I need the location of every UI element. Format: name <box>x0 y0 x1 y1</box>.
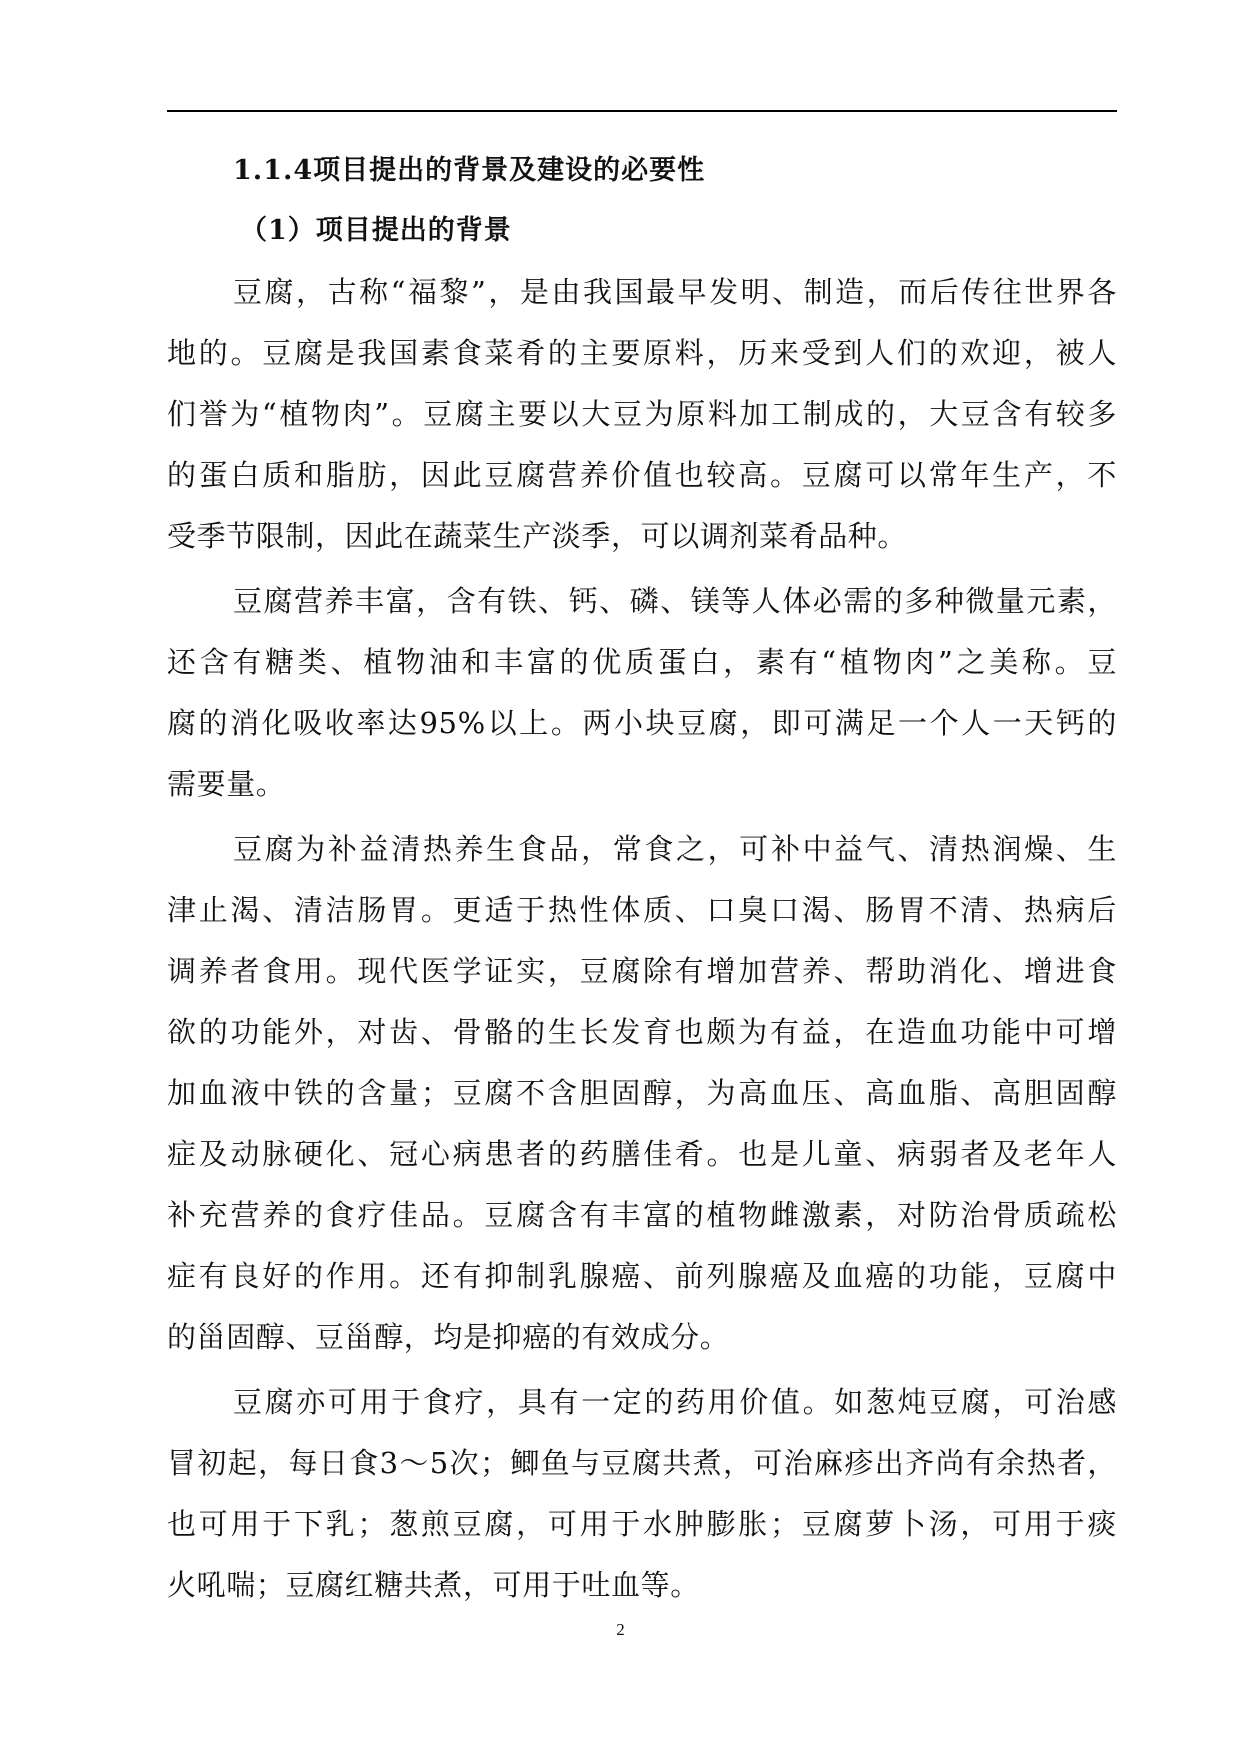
subsection-heading: （1）项目提出的背景 <box>240 215 512 246</box>
paragraph-2 <box>167 571 1117 815</box>
text-line: 欲的功能外，对齿、骨骼的生长发育也颇为有益，在造血功能中可增 <box>167 1015 1117 1049</box>
text-line: 调养者食用。现代医学证实，豆腐除有增加营养、帮助消化、增进食 <box>167 954 1117 988</box>
page-number: 2 <box>616 1620 625 1639</box>
text-line: 地的。豆腐是我国素食菜肴的主要原料，历来受到人们的欢迎，被人 <box>167 336 1117 370</box>
text-line: 的甾固醇、豆甾醇，均是抑癌的有效成分。 <box>167 1320 730 1354</box>
text-line: 也可用于下乳；葱煎豆腐，可用于水肿膨胀；豆腐萝卜汤，可用于痰 <box>167 1507 1117 1541</box>
text-line: 豆腐亦可用于食疗，具有一定的药用价值。如葱炖豆腐，可治感 <box>233 1385 1117 1419</box>
text-line: 加血液中铁的含量；豆腐不含胆固醇，为高血压、高血脂、高胆固醇 <box>167 1076 1117 1110</box>
text-line: 腐的消化吸收率达95%以上。两小块豆腐，即可满足一个人一天钙的 <box>167 706 1117 740</box>
text-line: 症及动脉硬化、冠心病患者的药膳佳肴。也是儿童、病弱者及老年人 <box>167 1137 1117 1171</box>
body-text <box>167 262 1117 1620</box>
text-line: 还含有糖类、植物油和丰富的优质蛋白，素有“植物肉”之美称。豆 <box>167 645 1117 679</box>
text-line: 火吼喘；豆腐红糖共煮，可用于吐血等。 <box>167 1568 700 1602</box>
text-line: 们誉为“植物肉”。豆腐主要以大豆为原料加工制成的，大豆含有较多 <box>167 397 1117 431</box>
text-line: 受季节限制，因此在蔬菜生产淡季，可以调剂菜肴品种。 <box>167 519 908 553</box>
text-line: 冒初起，每日食3～5次；鲫鱼与豆腐共煮，可治麻疹出齐尚有余热者， <box>167 1446 1117 1480</box>
text-line: 的蛋白质和脂肪，因此豆腐营养价值也较高。豆腐可以常年生产，不 <box>167 458 1117 492</box>
text-line: 豆腐为补益清热养生食品，常食之，可补中益气、清热润燥、生 <box>233 832 1117 866</box>
section-heading: 1.1.4项目提出的背景及建设的必要性 <box>233 155 706 186</box>
text-line: 津止渴、清洁肠胃。更适于热性体质、口臭口渴、肠胃不清、热病后 <box>167 893 1117 927</box>
text-line: 需要量。 <box>167 767 286 801</box>
text-line: 症有良好的作用。还有抑制乳腺癌、前列腺癌及血癌的功能，豆腐中 <box>167 1259 1117 1293</box>
paragraph-3 <box>167 819 1117 1368</box>
paragraph-1 <box>167 262 1117 567</box>
text-line: 豆腐，古称“福黎”，是由我国最早发明、制造，而后传往世界各 <box>233 275 1117 309</box>
paragraph-4 <box>167 1372 1117 1616</box>
text-line: 豆腐营养丰富，含有铁、钙、磷、镁等人体必需的多种微量元素， <box>233 584 1117 618</box>
header-rule <box>167 110 1117 112</box>
text-line: 补充营养的食疗佳品。豆腐含有丰富的植物雌激素，对防治骨质疏松 <box>167 1198 1117 1232</box>
